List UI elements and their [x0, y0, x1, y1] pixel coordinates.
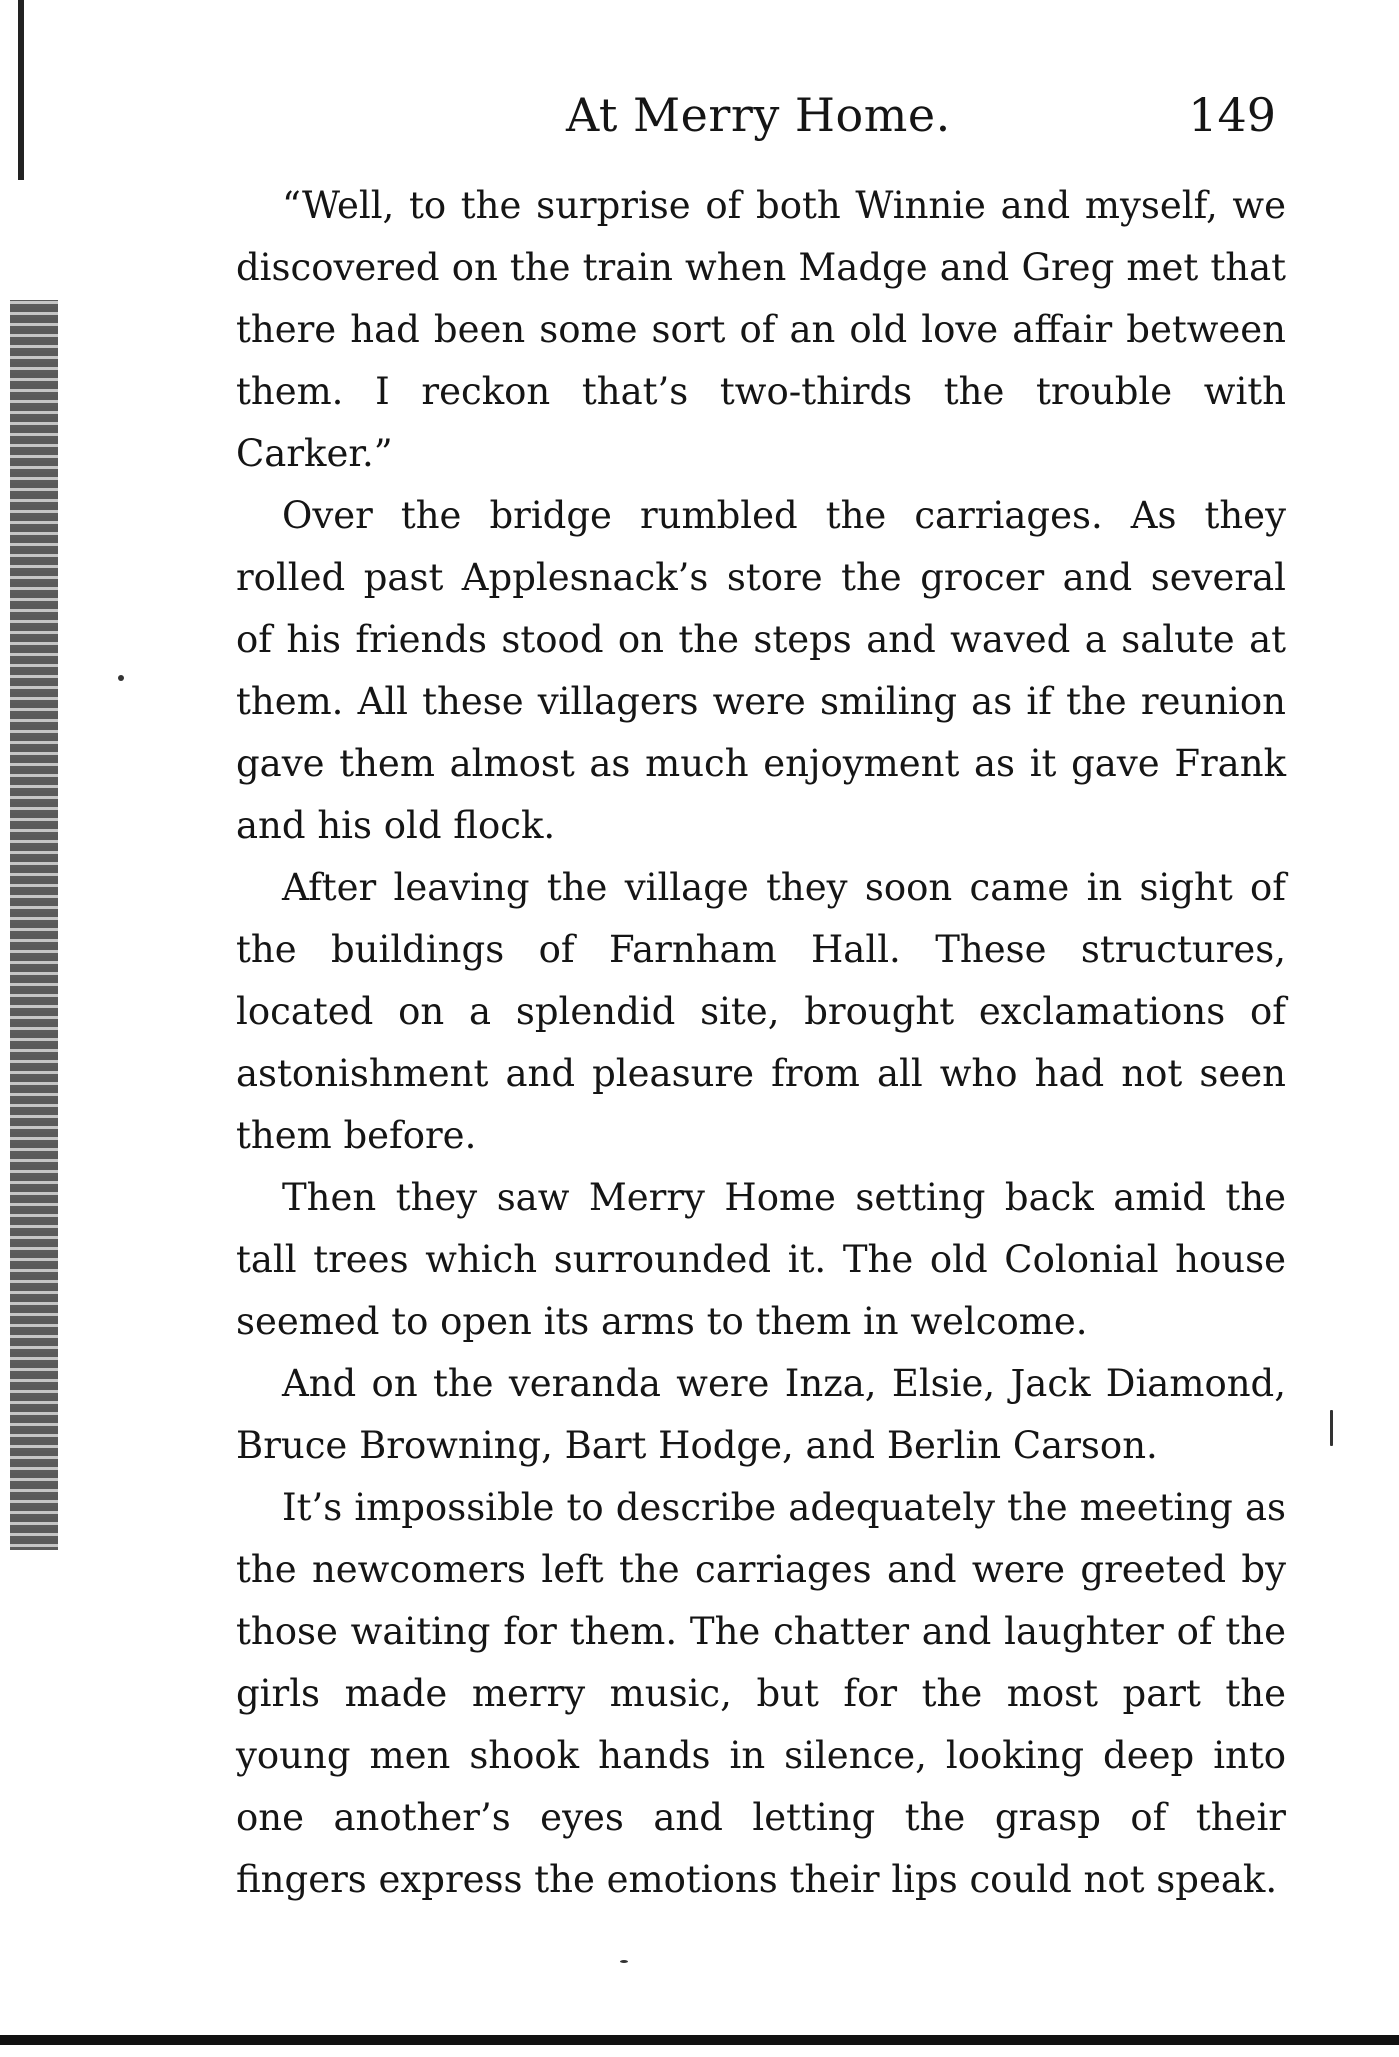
scan-speck — [620, 1960, 628, 1963]
paragraph: “Well, to the surprise of both Winnie and myself, we discovered on the train when Madge and Greg met that there had been some sort of an old love affair between them. I reckon that’s two-thirds the trouble with Carker.” — [236, 184, 1286, 475]
paragraph: And on the veranda were Inza, Elsie, Jack Diamond, Bruce Browning, Bart Hodge, and Berlin Carson. — [236, 1362, 1286, 1467]
paragraph: After leaving the village they soon came in sight of the buildings of Farnham Hall. These structures, located on a splendid site, brought exclamations of astonishment and pleasure from all who had not seen them before. — [236, 866, 1286, 1157]
paragraph: It’s impossible to describe adequately the meeting as the newcomers left the carriages and were greeted by those waiting for them. The chatter and laughter of the girls made merry music, but for the most part the young men shook hands in silence, looking deep into one another’s eyes and letting the grasp of their fingers express the emotions their lips could not speak. — [236, 1486, 1286, 1901]
binding-edge-top — [18, 0, 24, 180]
paragraph: Over the bridge rumbled the carriages. As they rolled past Applesnack’s store the grocer and several of his friends stood on the steps and waved a salute at them. All these villagers were smiling as if the reunion gave them almost as much enjoyment as it gave Frank and his old flock. — [236, 494, 1286, 847]
paragraph: Then they saw Merry Home setting back amid the tall trees which surrounded it. The old Colonial house seemed to open its arms to them in welcome. — [236, 1176, 1286, 1343]
binding-edge-scan-shadow — [10, 300, 58, 1550]
body-text — [236, 175, 1286, 1911]
page-header — [236, 88, 1296, 158]
scan-speck — [118, 675, 124, 681]
page-number: 149 — [1188, 88, 1276, 142]
bottom-rule — [0, 2035, 1399, 2045]
running-title: At Merry Home. — [566, 88, 951, 142]
scan-speck — [1330, 1410, 1333, 1446]
